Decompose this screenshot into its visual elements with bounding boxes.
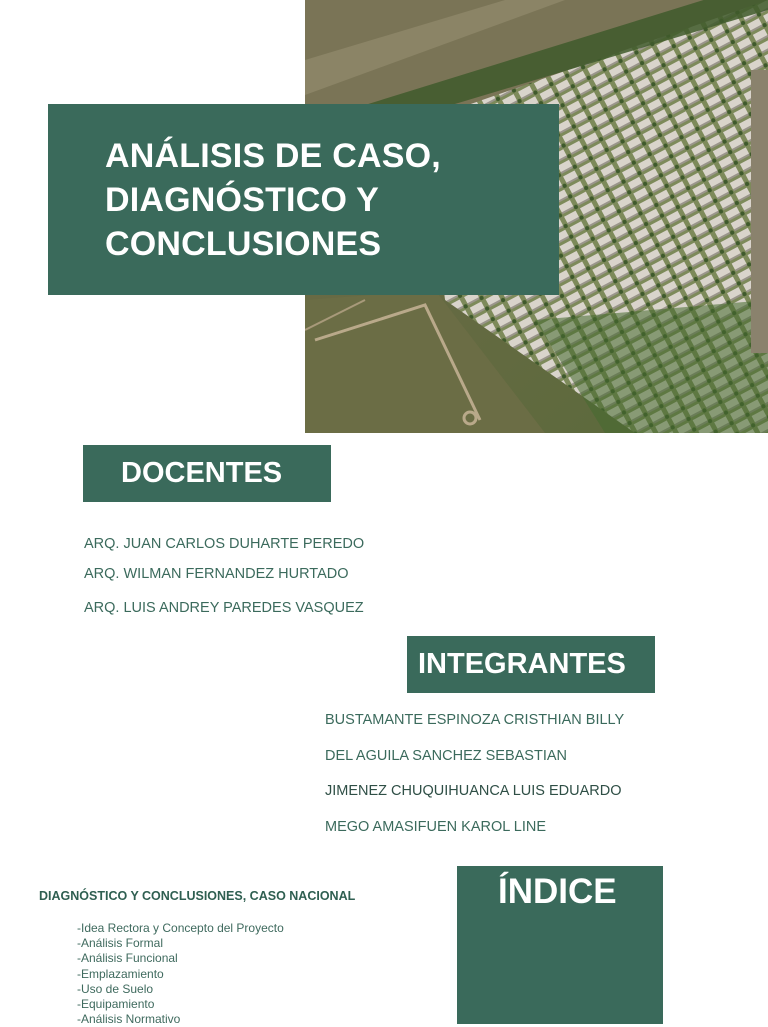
- integrante-name: JIMENEZ CHUQUIHUANCA LUIS EDUARDO: [325, 783, 622, 799]
- title-line: ANÁLISIS DE CASO,: [105, 137, 441, 175]
- docente-name: ARQ. JUAN CARLOS DUHARTE PEREDO: [84, 536, 365, 552]
- docentes-label: DOCENTES: [121, 457, 283, 489]
- index-section-title: DIAGNÓSTICO Y CONCLUSIONES, CASO NACIONAL: [39, 889, 356, 903]
- indice-label: ÍNDICE: [498, 872, 617, 911]
- integrante-name: MEGO AMASIFUEN KAROL LINE: [325, 819, 547, 835]
- index-item: -Análisis Funcional: [77, 951, 178, 966]
- index-item: -Emplazamiento: [77, 966, 164, 981]
- title-line: DIAGNÓSTICO Y: [105, 181, 380, 219]
- integrante-name: DEL AGUILA SANCHEZ SEBASTIAN: [325, 748, 568, 764]
- integrantes-label: INTEGRANTES: [418, 648, 626, 680]
- integrantes-label-box: [407, 636, 655, 693]
- indice-label-box: [457, 866, 663, 1024]
- index-item: -Análisis Formal: [77, 936, 164, 951]
- title-banner: [48, 104, 559, 295]
- docente-name: ARQ. LUIS ANDREY PAREDES VASQUEZ: [84, 600, 364, 616]
- index-item: -Equipamiento: [77, 997, 155, 1012]
- index-item: -Idea Rectora y Concepto del Proyecto: [77, 921, 284, 935]
- photo-frame-edge: [751, 70, 768, 353]
- index-item: -Uso de Suelo: [77, 981, 154, 996]
- page-title: [105, 134, 545, 266]
- index-item: -Análisis Normativo: [77, 1012, 181, 1027]
- docentes-label-box: [83, 445, 331, 502]
- integrante-name: BUSTAMANTE ESPINOZA CRISTHIAN BILLY: [325, 712, 625, 728]
- title-line: CONCLUSIONES: [105, 225, 382, 263]
- index-list: [77, 921, 284, 1027]
- docente-name: ARQ. WILMAN FERNANDEZ HURTADO: [84, 566, 349, 582]
